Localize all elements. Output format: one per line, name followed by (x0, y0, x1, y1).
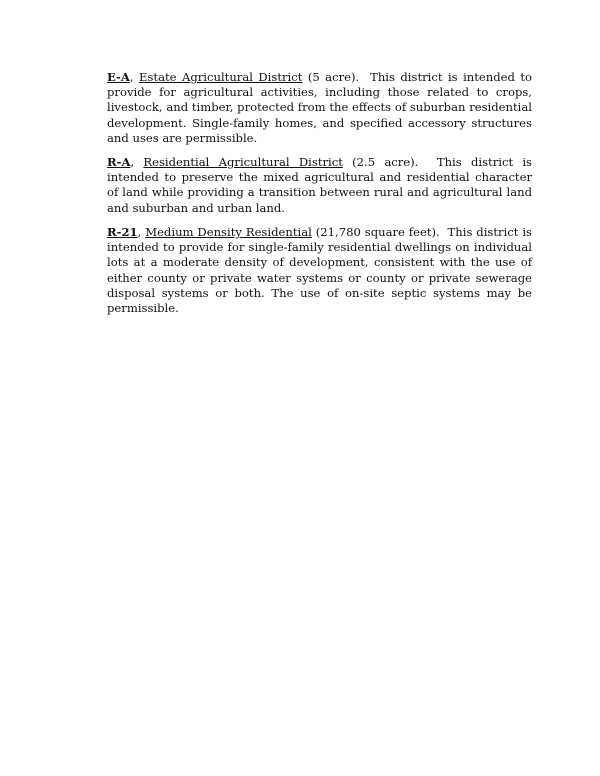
district-size: (2.5 acre). (342, 155, 419, 169)
district-name: Estate Agricultural District (139, 70, 303, 84)
district-name: Residential Agricultural District (143, 155, 343, 169)
district-separator: , (129, 70, 134, 84)
district-code: R-21 (107, 225, 138, 239)
district-description: This district is intended to provide for agricultural activities, including those related to crops, livestock, and timber, protected from the effects of suburban residential development. Single-family homes, and specified accessory structures and uses are permissible. (107, 70, 533, 145)
district-section-r-21 (107, 225, 532, 316)
district-size: (5 acre). (302, 70, 360, 84)
district-separator: , (137, 225, 142, 239)
district-name: Medium Density Residential (145, 225, 312, 239)
district-section-e-a (107, 70, 532, 146)
district-section-r-a (107, 155, 532, 216)
district-separator: , (130, 155, 135, 169)
district-description: This district is intended to provide for single-family residential dwellings on individual lots at a moderate density of development, consistent with the use of either county or private water systems or county or private sewerage disposal systems or both. The use of on-site septic systems may be permissible. (107, 225, 533, 316)
district-size: (21,780 square feet). (311, 225, 440, 239)
district-code: E-A (107, 70, 130, 84)
district-code: R-A (107, 155, 131, 169)
district-description: This district is intended to preserve the mixed agricultural and residential character of land while providing a transition between rural and agricultural land and suburban and urban land. (107, 155, 533, 215)
